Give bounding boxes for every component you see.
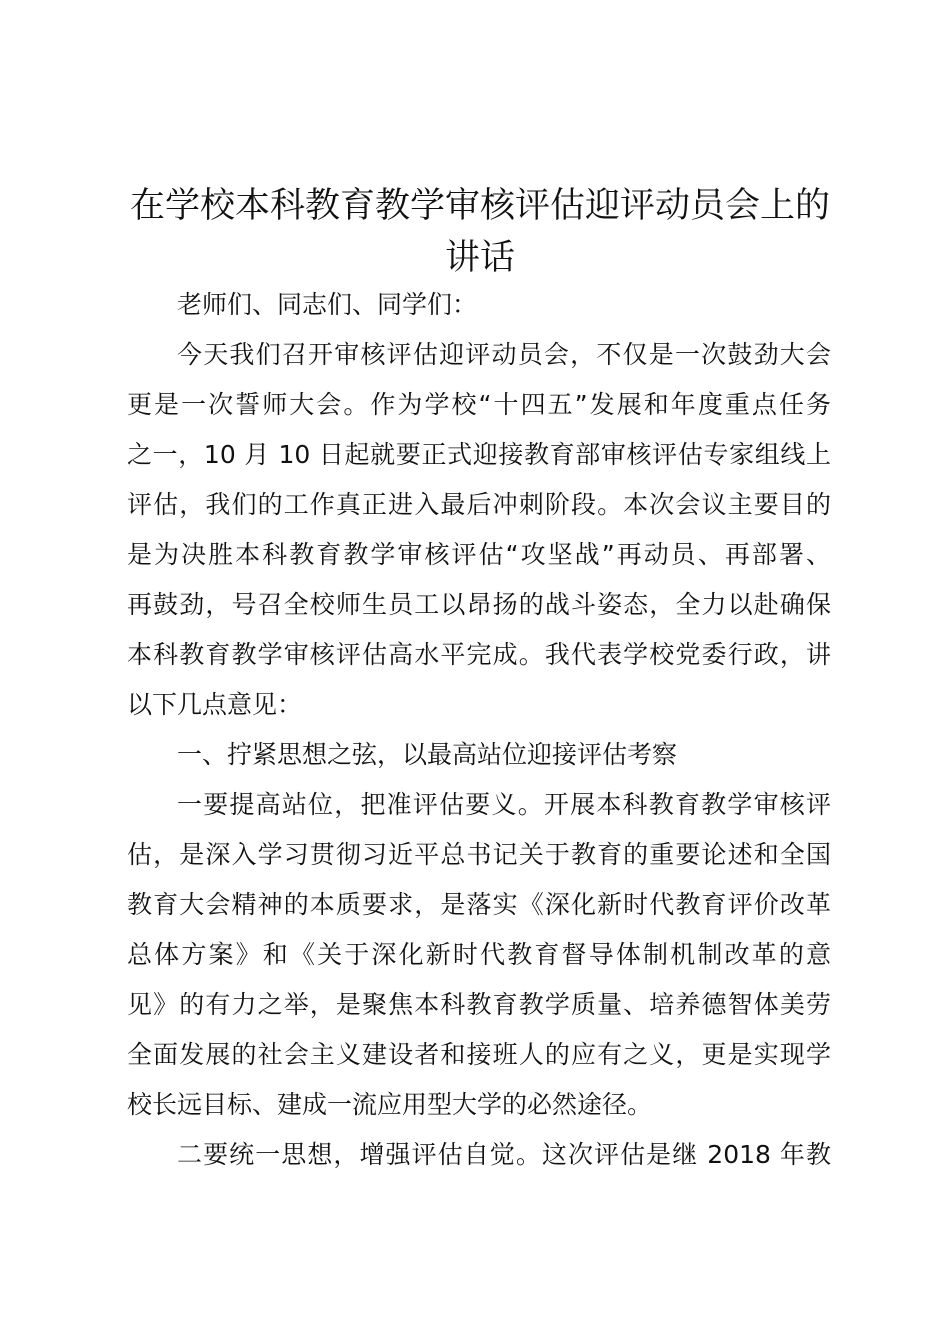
- body-line-1: 今天我们召开审核评估迎评动员会，不仅是一次鼓劲大会: [177, 340, 831, 369]
- body-line-2: 更是一次誓师大会。作为学校“十四五”发展和年度重点任务: [127, 390, 831, 419]
- body-line-4: 评估，我们的工作真正进入最后冲刺阶段。本次会议主要目的: [127, 490, 831, 519]
- body-line-13: 总体方案》和《关于深化新时代教育督导体制机制改革的意: [127, 940, 831, 969]
- body-line-7: 本科教育教学审核评估高水平完成。我代表学校党委行政，讲: [127, 640, 831, 669]
- body-line-10: 一要提高站位，把准评估要义。开展本科教育教学审核评: [177, 790, 831, 819]
- body-line-12: 教育大会精神的本质要求，是落实《深化新时代教育评价改革: [127, 890, 831, 919]
- section-heading-1: 一、拧紧思想之弦，以最高站位迎接评估考察: [177, 740, 678, 769]
- body-line-11: 估，是深入学习贯彻习近平总书记关于教育的重要论述和全国: [127, 840, 831, 869]
- salutation: 老师们、同志们、同学们：: [177, 290, 478, 319]
- body-line-3: 之一，10 月 10 日起就要正式迎接教育部审核评估专家组线上: [127, 440, 831, 469]
- body-line-5: 是为决胜本科教育教学审核评估“攻坚战”再动员、再部署、: [127, 540, 831, 569]
- document-title: [125, 180, 835, 284]
- body-line-16: 校长远目标、建成一流应用型大学的必然途径。: [127, 1090, 653, 1119]
- body-line-8: 以下几点意见：: [127, 690, 303, 719]
- body-line-6: 再鼓劲，号召全校师生员工以昂扬的战斗姿态，全力以赴确保: [127, 590, 831, 619]
- title-line-1: 在学校本科教育教学审核评估迎评动员会上的: [129, 186, 830, 226]
- title-line-2: 讲话: [444, 238, 515, 278]
- body-line-15: 全面发展的社会主义建设者和接班人的应有之义，更是实现学: [127, 1040, 831, 1069]
- body-line-17: 二要统一思想，增强评估自觉。这次评估是继 2018 年教: [177, 1140, 831, 1169]
- body-line-14: 见》的有力之举，是聚焦本科教育教学质量、培养德智体美劳: [127, 990, 831, 1019]
